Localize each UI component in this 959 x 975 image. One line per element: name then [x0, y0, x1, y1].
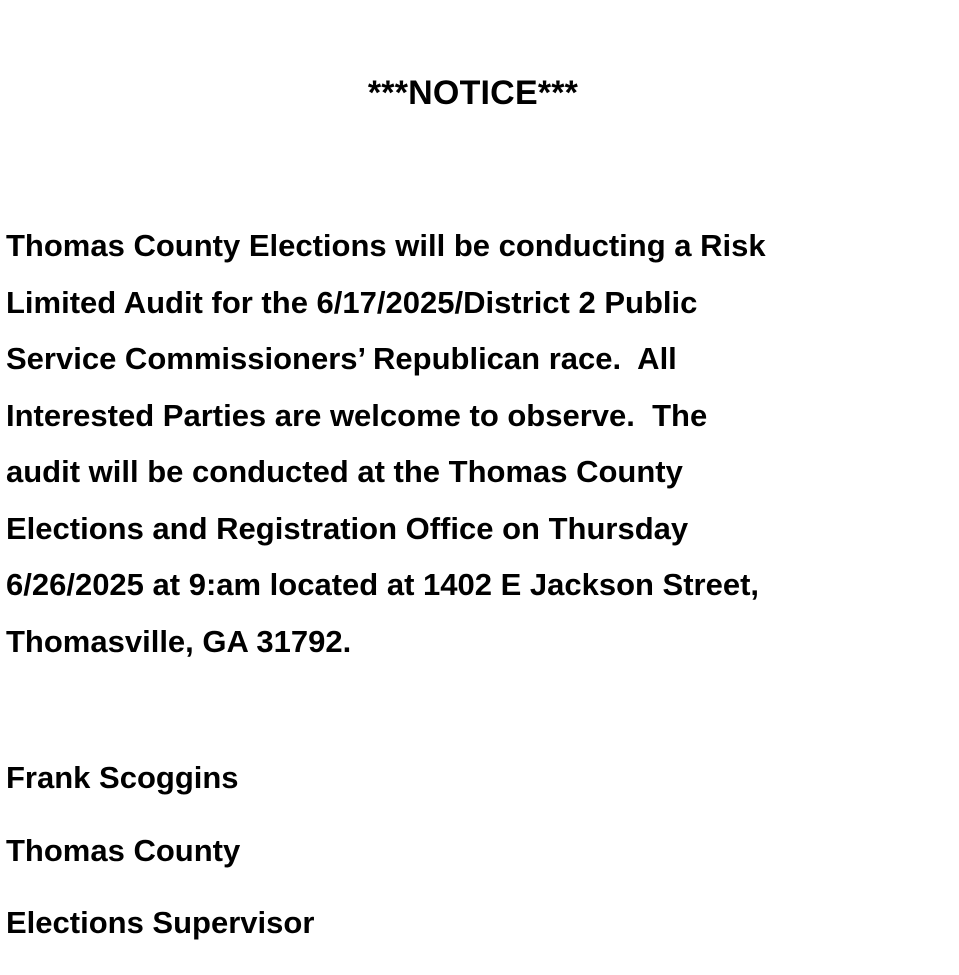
notice-body-line: Service Commissioners’ Republican race. All [6, 341, 677, 376]
signer-title: Elections Supervisor [6, 905, 315, 940]
signer-name: Frank Scoggins [6, 760, 239, 795]
notice-body-line: 6/26/2025 at 9:am located at 1402 E Jackson Street, [6, 567, 760, 602]
signature-block [6, 757, 606, 975]
notice-body [6, 218, 956, 670]
notice-body-line: Interested Parties are welcome to observe. The [6, 397, 708, 433]
signer-organization: Thomas County [6, 832, 241, 868]
notice-body-line: Limited Audit for the 6/17/2025/District 2 Public [6, 284, 698, 320]
notice-body-line: Thomas County Elections will be conducting a Risk [6, 228, 766, 263]
notice-body-line: audit will be conducted at the Thomas County [6, 454, 683, 489]
notice-title: ***NOTICE*** [367, 74, 579, 112]
notice-body-line: Thomasville, GA 31792. [6, 623, 352, 659]
notice-body-line: Elections and Registration Office on Thursday [6, 510, 689, 546]
